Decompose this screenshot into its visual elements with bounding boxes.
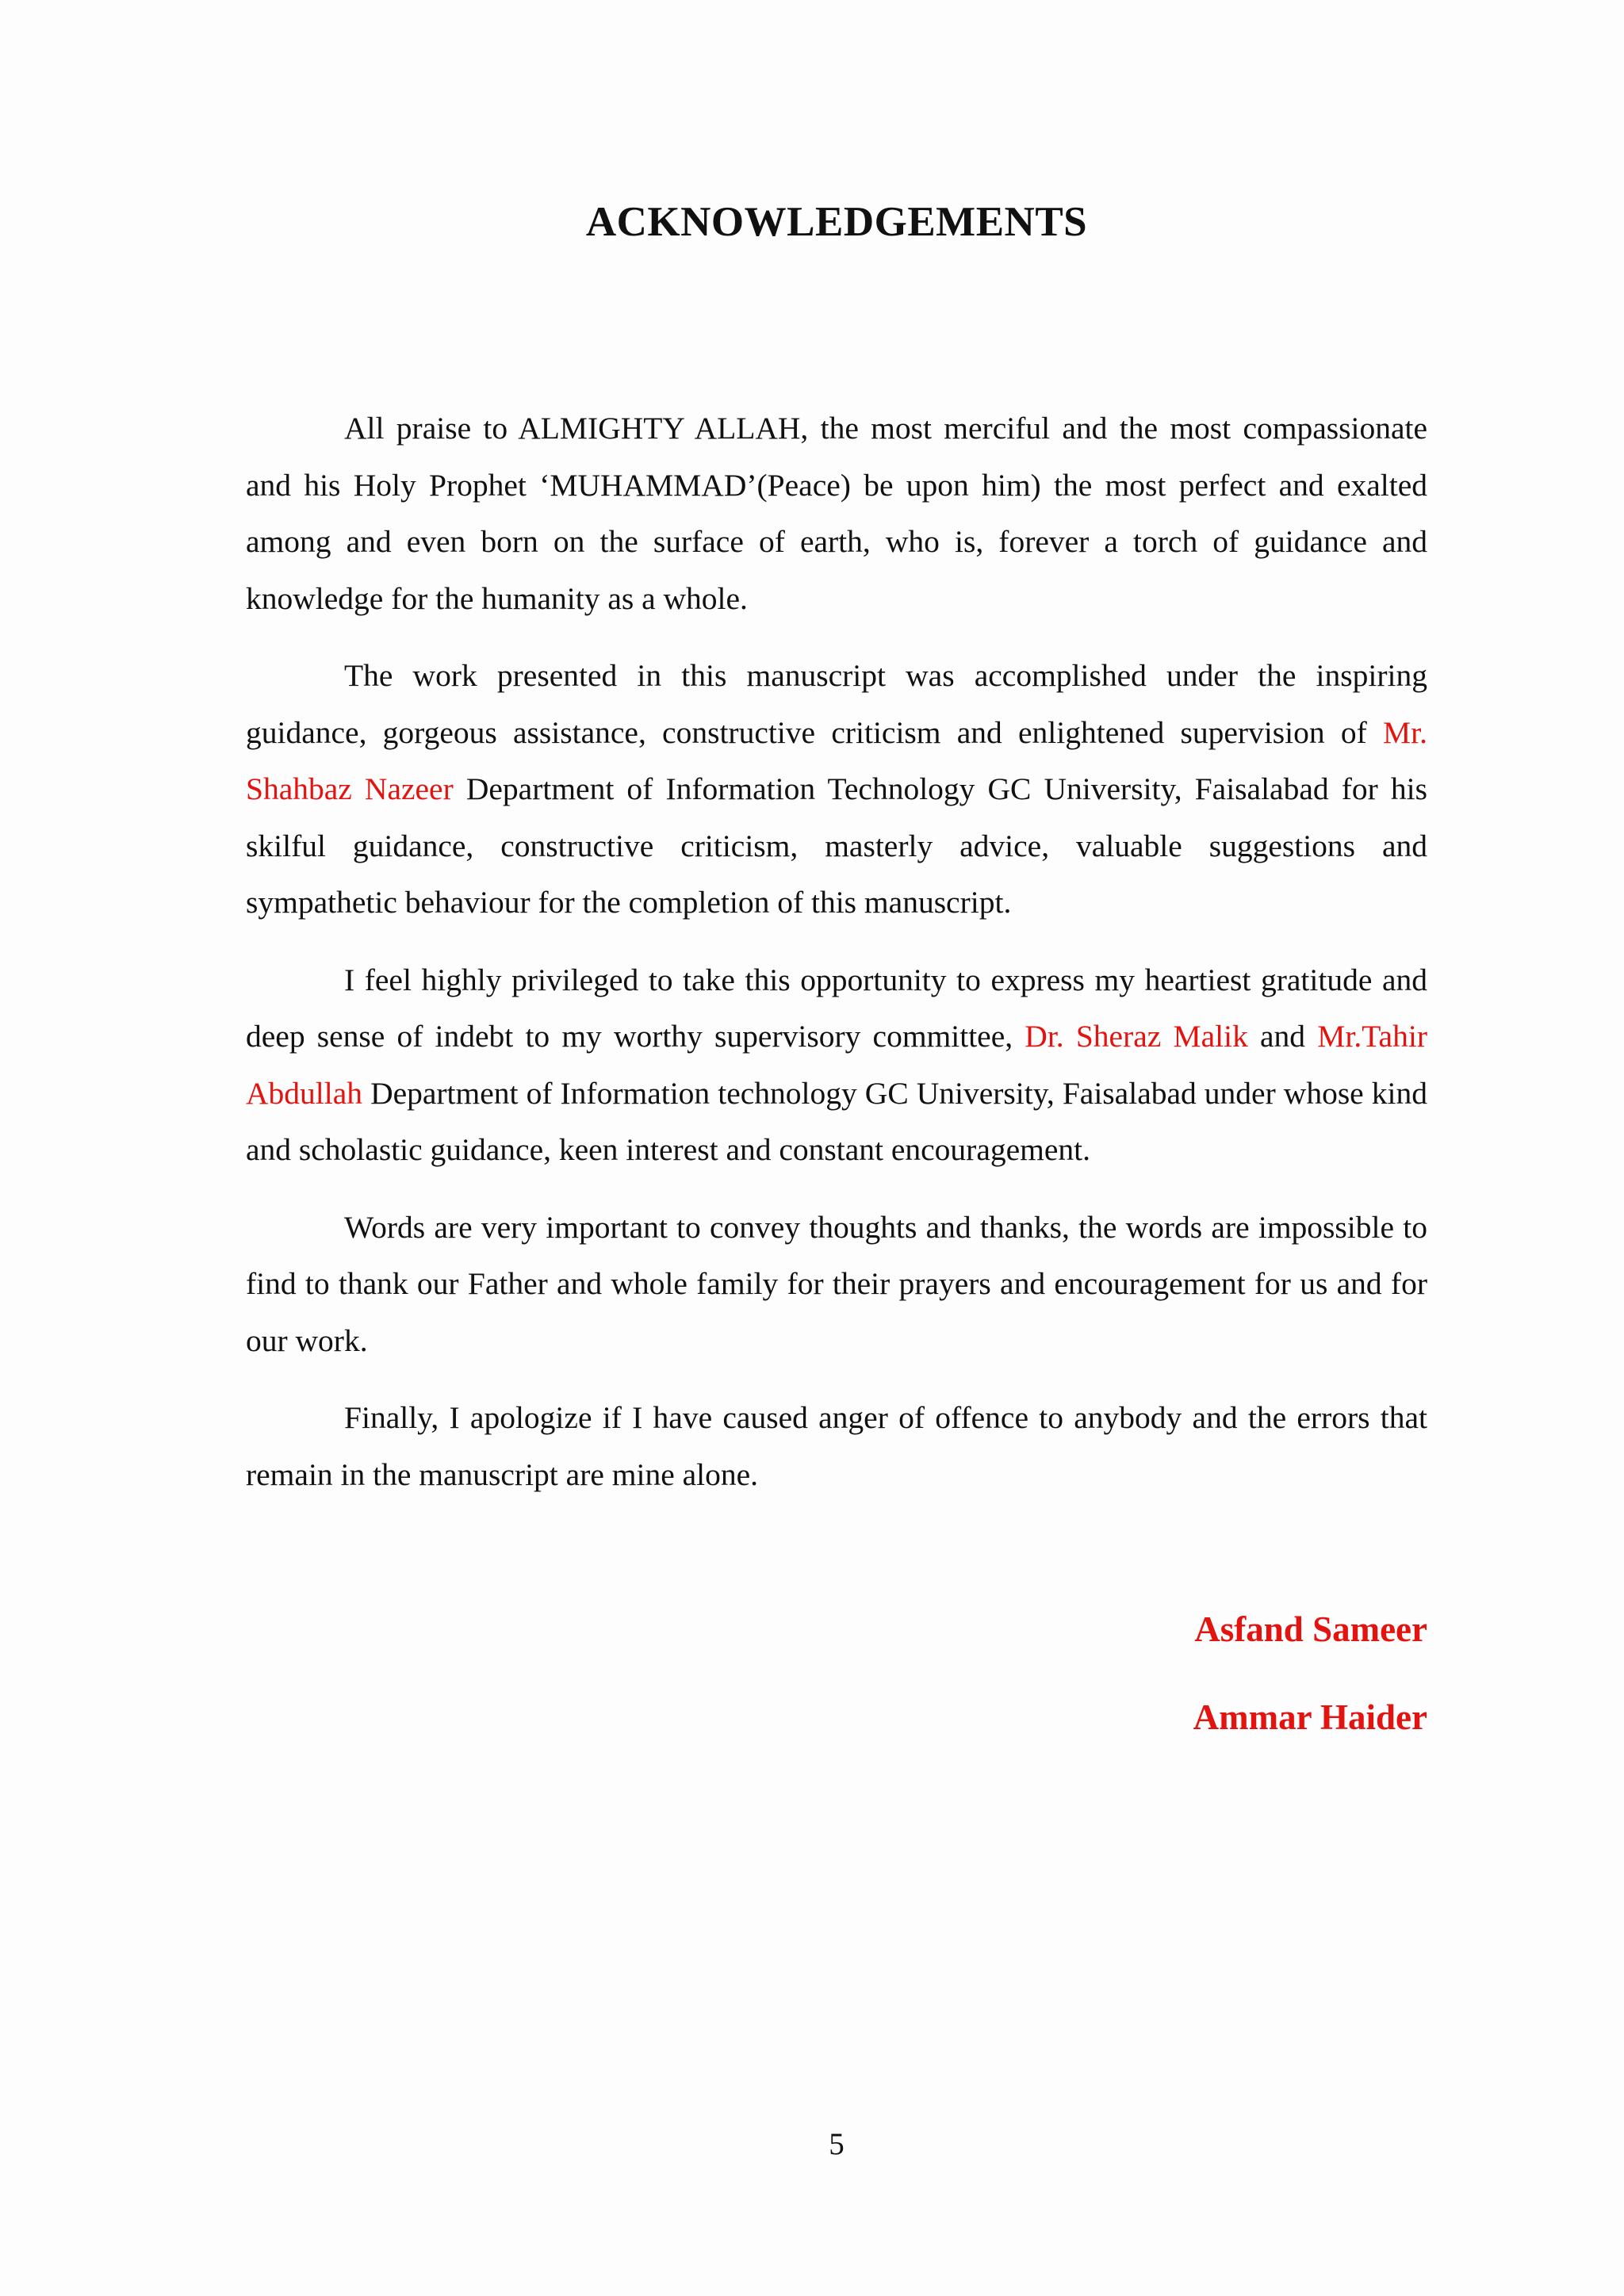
paragraph-2-text-before: The work presented in this manuscript was accomplished under the inspiring guidance, gorgeous assistance, constructive criticism and enlightened supervision of (246, 658, 1427, 750)
paragraph-2-text-after: Department of Information Technology GC University, Faisalabad for his skilful guidance, constructive criticism, masterly advice, valuable suggestions and sympathetic behaviour for the completion of this manuscript. (246, 771, 1427, 920)
paragraph-3-text-middle: and (1247, 1019, 1318, 1054)
signature-name-1: Asfand Sameer (1194, 1609, 1427, 1649)
paragraph-5: Finally, I apologize if I have caused anger of offence to anybody and the errors that remain in the manuscript are mine alone. (246, 1400, 1427, 1492)
paragraph-4: Words are very important to convey thoughts and thanks, the words are impossible to find to thank our Father and whole family for their prayers and encouragement for us and for our work. (246, 1209, 1427, 1358)
paragraph-3-text-before: I feel highly privileged to take this opportunity to express my heartiest gratitude and deep sense of indebt to my worthy supervisory committee, (246, 962, 1427, 1054)
committee-member-1: Dr. Sheraz Malik (1025, 1019, 1248, 1054)
signature-block (793, 1605, 1427, 1781)
paragraph-1: All praise to ALMIGHTY ALLAH, the most merciful and the most compassionate and his Holy Prophet ‘MUHAMMAD’(Peace) be upon him) the most perfect and exalted among and even born on the surface of earth, who is, forever a torch of guidance and knowledge for the humanity as a whole. (246, 411, 1427, 616)
paragraph-3 (246, 952, 1427, 1179)
supervisor-name: Mr. Shahbaz Nazeer (246, 714, 1427, 806)
paragraph-2 (246, 648, 1427, 932)
committee-member-2: Mr.Tahir Abdullah (246, 1019, 1427, 1111)
page-title: ACKNOWLEDGEMENTS (585, 199, 1088, 245)
acknowledgement-body (246, 400, 1427, 1524)
signature-name-2: Ammar Haider (1193, 1697, 1427, 1737)
paragraph-3-text-after: Department of Information technology GC University, Faisalabad under whose kind and scholastic guidance, keen interest and constant encouragement. (246, 1075, 1427, 1167)
page-number: 5 (829, 2127, 845, 2161)
